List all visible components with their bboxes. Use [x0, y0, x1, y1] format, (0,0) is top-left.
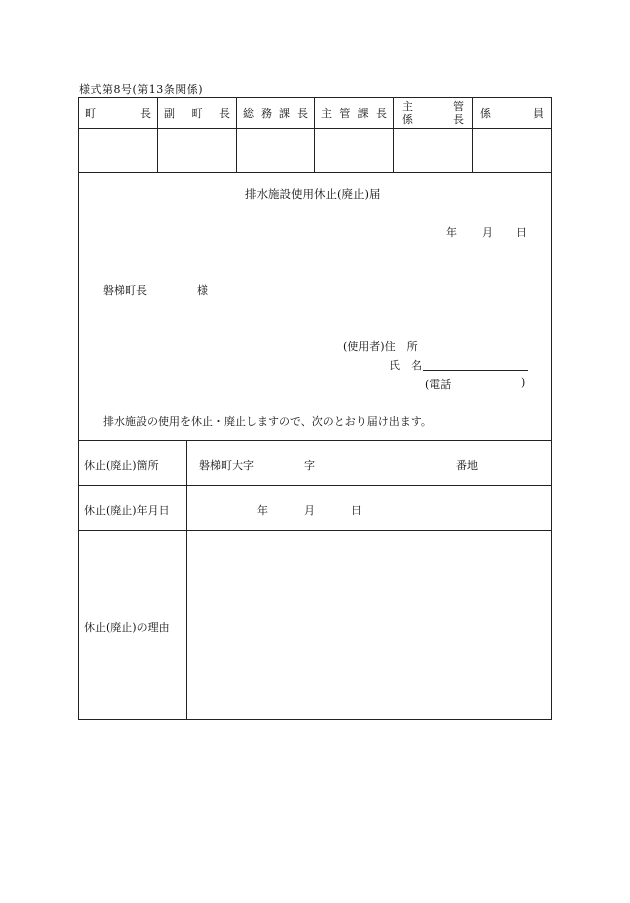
location-town: 磐梯町大字 — [199, 459, 254, 472]
submission-day: 日 — [516, 226, 527, 239]
applicant-phone-open: (電話 — [425, 378, 452, 391]
header-shukan-kakari-char-2: 管 — [453, 99, 464, 113]
header-somu-char-3: 課 — [279, 106, 290, 120]
header-shukan-char-2: 管 — [339, 106, 351, 120]
header-kakari-char-1: 係 — [480, 106, 491, 120]
header-cho — [79, 97, 157, 128]
approval-table-bottom — [78, 172, 552, 173]
applicant-name-label: 氏 名 — [389, 359, 422, 372]
details-row-divider-1 — [78, 485, 552, 486]
header-cho-char-1: 町 — [85, 106, 96, 120]
header-shukan-char-1: 主 — [321, 106, 332, 120]
location-aza: 字 — [304, 459, 315, 472]
header-fukucho-char-1: 副 — [164, 106, 175, 120]
header-shukan-kakari-char-4: 長 — [453, 112, 464, 126]
header-somu-char-4: 長 — [297, 106, 308, 120]
header-shukan-kakari — [394, 97, 472, 128]
details-label-divider — [186, 440, 187, 720]
statement-text: 排水施設の使用を休止・廃止しますので、次のとおり届け出ます。 — [103, 415, 432, 428]
location-label: 休止(廃止)箇所 — [84, 459, 159, 472]
header-shukan-kakari-bottom — [402, 113, 464, 126]
header-shukan-char-4: 長 — [375, 106, 387, 120]
reason-label: 休止(廃止)の理由 — [84, 621, 170, 634]
form-number: 様式第8号(第13条関係) — [79, 83, 204, 96]
applicant-phone-close: ) — [521, 376, 526, 389]
addressee-honorific: 様 — [197, 284, 208, 297]
header-shukan-kakari-top — [402, 100, 464, 113]
header-somu-char-1: 総 — [243, 106, 254, 120]
header-kakari-char-2: 員 — [533, 106, 544, 120]
header-cho-char-2: 長 — [140, 106, 151, 120]
header-shukan-kakari-char-3: 係 — [402, 112, 413, 126]
header-shukan-char-3: 課 — [357, 106, 369, 120]
details-row-divider-2 — [78, 530, 552, 531]
location-banchi: 番地 — [456, 459, 478, 472]
submission-year: 年 — [446, 226, 457, 239]
header-somu-char-2: 務 — [261, 106, 272, 120]
header-kakari — [473, 97, 551, 128]
document-title: 排水施設使用休止(廃止)届 — [245, 187, 381, 201]
details-table-top — [78, 440, 552, 441]
header-fukucho — [158, 97, 236, 128]
date-label: 休止(廃止)年月日 — [84, 504, 170, 517]
date-day: 日 — [351, 504, 362, 517]
header-shukan-kakari-char-1: 主 — [402, 99, 413, 113]
applicant-address-label: (使用者)住 所 — [343, 340, 418, 353]
applicant-name-underline — [423, 370, 528, 371]
date-year: 年 — [257, 504, 268, 517]
submission-month: 月 — [482, 226, 493, 239]
date-month: 月 — [304, 504, 315, 517]
header-fukucho-char-3: 長 — [219, 106, 230, 120]
header-shukan — [315, 97, 393, 128]
approval-header-divider — [78, 128, 552, 129]
header-fukucho-char-2: 町 — [191, 106, 203, 120]
addressee-name: 磐梯町長 — [103, 284, 147, 297]
header-somu — [237, 97, 314, 128]
